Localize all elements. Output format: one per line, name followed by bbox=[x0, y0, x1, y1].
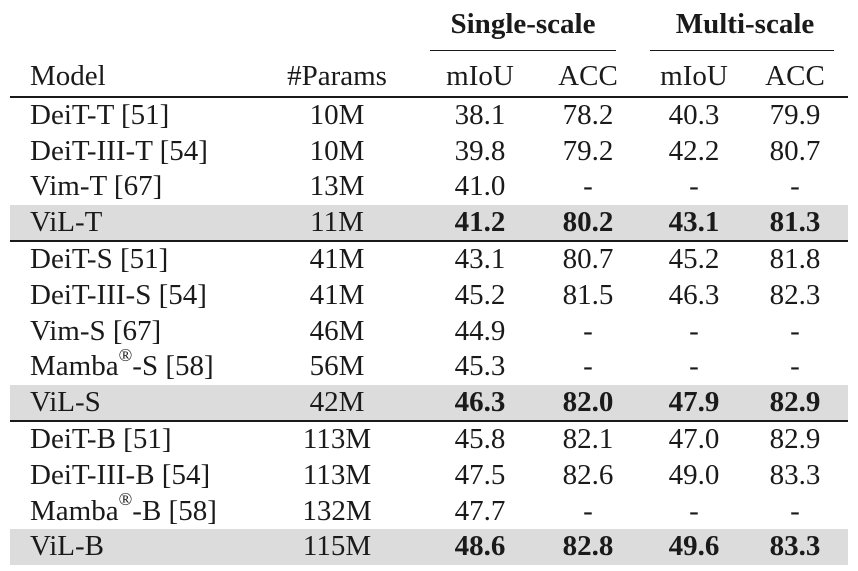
multi-miou-cell: 46.3 bbox=[668, 278, 720, 311]
model-name-cell: Vim-S [67] bbox=[30, 314, 162, 347]
params-cell: 42M bbox=[309, 385, 365, 418]
params-cell: 11M bbox=[310, 205, 364, 238]
model-name-cell: ViL-S bbox=[30, 385, 101, 418]
multi-miou-cell: 49.6 bbox=[668, 530, 720, 563]
multi-acc-cell: 83.3 bbox=[769, 458, 821, 491]
multi-miou-cell: - bbox=[689, 170, 699, 203]
multi-acc-cell: 83.3 bbox=[769, 530, 821, 563]
single-miou-cell: 45.2 bbox=[454, 278, 506, 311]
single-miou-cell: 45.8 bbox=[454, 423, 506, 456]
table-row-highlighted bbox=[10, 205, 848, 241]
single-acc-cell: 81.5 bbox=[562, 278, 614, 311]
single-miou-cell: 41.2 bbox=[454, 205, 506, 238]
table-row-highlighted bbox=[10, 385, 848, 421]
multi-acc-cell: 79.9 bbox=[769, 99, 821, 131]
single-miou-cell: 41.0 bbox=[454, 170, 506, 203]
single-scale-header: Single-scale bbox=[450, 8, 596, 40]
table-row bbox=[10, 488, 848, 530]
multi-miou-cell: 40.3 bbox=[668, 99, 720, 131]
params-cell: 113M bbox=[302, 423, 372, 456]
table-row-highlighted bbox=[10, 529, 848, 565]
registered-mark: ® bbox=[118, 488, 133, 509]
multi-scale-rule bbox=[650, 50, 834, 51]
multi-miou-cell: 47.0 bbox=[668, 423, 720, 456]
col-header-params: #Params bbox=[287, 60, 387, 92]
model-name-cell: Mamba®-S [58] bbox=[30, 344, 214, 383]
multi-miou-cell: 45.2 bbox=[668, 243, 720, 276]
col-header-single-acc: ACC bbox=[558, 60, 618, 92]
single-acc-cell: - bbox=[583, 170, 593, 203]
single-miou-cell: 38.1 bbox=[454, 99, 506, 131]
single-scale-rule bbox=[430, 50, 616, 51]
single-acc-cell: 79.2 bbox=[562, 134, 614, 167]
multi-acc-cell: 81.8 bbox=[769, 243, 821, 276]
table-row bbox=[10, 420, 848, 458]
table-row bbox=[10, 278, 848, 314]
table-row bbox=[10, 240, 848, 278]
multi-miou-cell: 43.1 bbox=[668, 205, 720, 238]
table-row bbox=[10, 134, 848, 170]
single-acc-cell: 80.7 bbox=[562, 243, 614, 276]
single-miou-cell: 47.5 bbox=[454, 458, 506, 491]
single-miou-cell: 46.3 bbox=[454, 385, 506, 418]
multi-miou-cell: 49.0 bbox=[668, 458, 720, 491]
table-row bbox=[10, 98, 848, 134]
col-header-single-miou: mIoU bbox=[446, 60, 514, 92]
params-cell: 13M bbox=[309, 170, 365, 203]
model-name-cell: DeiT-S [51] bbox=[30, 243, 169, 276]
single-acc-cell: 82.6 bbox=[562, 458, 614, 491]
single-miou-cell: 47.7 bbox=[454, 494, 506, 527]
params-cell: 132M bbox=[302, 494, 372, 527]
col-header-multi-miou: mIoU bbox=[660, 60, 728, 92]
multi-acc-cell: - bbox=[790, 314, 800, 347]
params-cell: 41M bbox=[309, 278, 365, 311]
single-miou-cell: 44.9 bbox=[454, 314, 506, 347]
single-miou-cell: 45.3 bbox=[454, 350, 506, 383]
single-acc-cell: 82.0 bbox=[562, 385, 614, 418]
model-name-cell: DeiT-III-B [54] bbox=[30, 458, 211, 491]
multi-miou-cell: 47.9 bbox=[668, 385, 720, 418]
multi-acc-cell: - bbox=[790, 170, 800, 203]
multi-acc-cell: 82.9 bbox=[769, 423, 821, 456]
single-miou-cell: 43.1 bbox=[454, 243, 506, 276]
multi-acc-cell: 82.3 bbox=[769, 278, 821, 311]
multi-acc-cell: - bbox=[790, 494, 800, 527]
table-row bbox=[10, 344, 848, 385]
params-cell: 113M bbox=[302, 458, 372, 491]
model-name-cell: ViL-B bbox=[30, 530, 104, 563]
params-cell: 56M bbox=[309, 350, 365, 383]
registered-mark: ® bbox=[118, 344, 133, 365]
single-acc-cell: 82.8 bbox=[562, 530, 614, 563]
model-name-cell: Vim-T [67] bbox=[30, 170, 163, 203]
params-cell: 10M bbox=[309, 99, 365, 131]
model-name-cell: Mamba®-B [58] bbox=[30, 488, 217, 527]
params-cell: 10M bbox=[309, 134, 365, 167]
multi-miou-cell: - bbox=[689, 494, 699, 527]
multi-acc-cell: - bbox=[790, 350, 800, 383]
model-name-cell: DeiT-T [51] bbox=[30, 99, 170, 131]
single-acc-cell: - bbox=[583, 494, 593, 527]
single-acc-cell: - bbox=[583, 350, 593, 383]
single-miou-cell: 48.6 bbox=[454, 530, 506, 563]
model-name-cell: DeiT-III-T [54] bbox=[30, 134, 208, 167]
model-name-cell: ViL-T bbox=[30, 205, 103, 238]
multi-miou-cell: - bbox=[689, 314, 699, 347]
multi-scale-header: Multi-scale bbox=[675, 8, 815, 40]
single-acc-cell: 80.2 bbox=[562, 205, 614, 238]
params-cell: 46M bbox=[309, 314, 365, 347]
params-cell: 41M bbox=[309, 243, 365, 276]
single-acc-cell: - bbox=[583, 314, 593, 347]
col-header-model: Model bbox=[30, 60, 106, 92]
col-header-multi-acc: ACC bbox=[765, 60, 825, 92]
table-row bbox=[10, 314, 848, 350]
params-cell: 115M bbox=[302, 530, 372, 563]
single-acc-cell: 82.1 bbox=[562, 423, 614, 456]
table-body bbox=[10, 98, 848, 565]
model-name-cell: DeiT-B [51] bbox=[30, 423, 172, 456]
multi-miou-cell: - bbox=[689, 350, 699, 383]
single-miou-cell: 39.8 bbox=[454, 134, 506, 167]
multi-miou-cell: 42.2 bbox=[668, 134, 720, 167]
table-row bbox=[10, 169, 848, 205]
model-name-cell: DeiT-III-S [54] bbox=[30, 278, 207, 311]
single-acc-cell: 78.2 bbox=[562, 99, 614, 131]
multi-acc-cell: 80.7 bbox=[769, 134, 821, 167]
multi-acc-cell: 81.3 bbox=[769, 205, 821, 238]
multi-acc-cell: 82.9 bbox=[769, 385, 821, 418]
table-row bbox=[10, 458, 848, 494]
